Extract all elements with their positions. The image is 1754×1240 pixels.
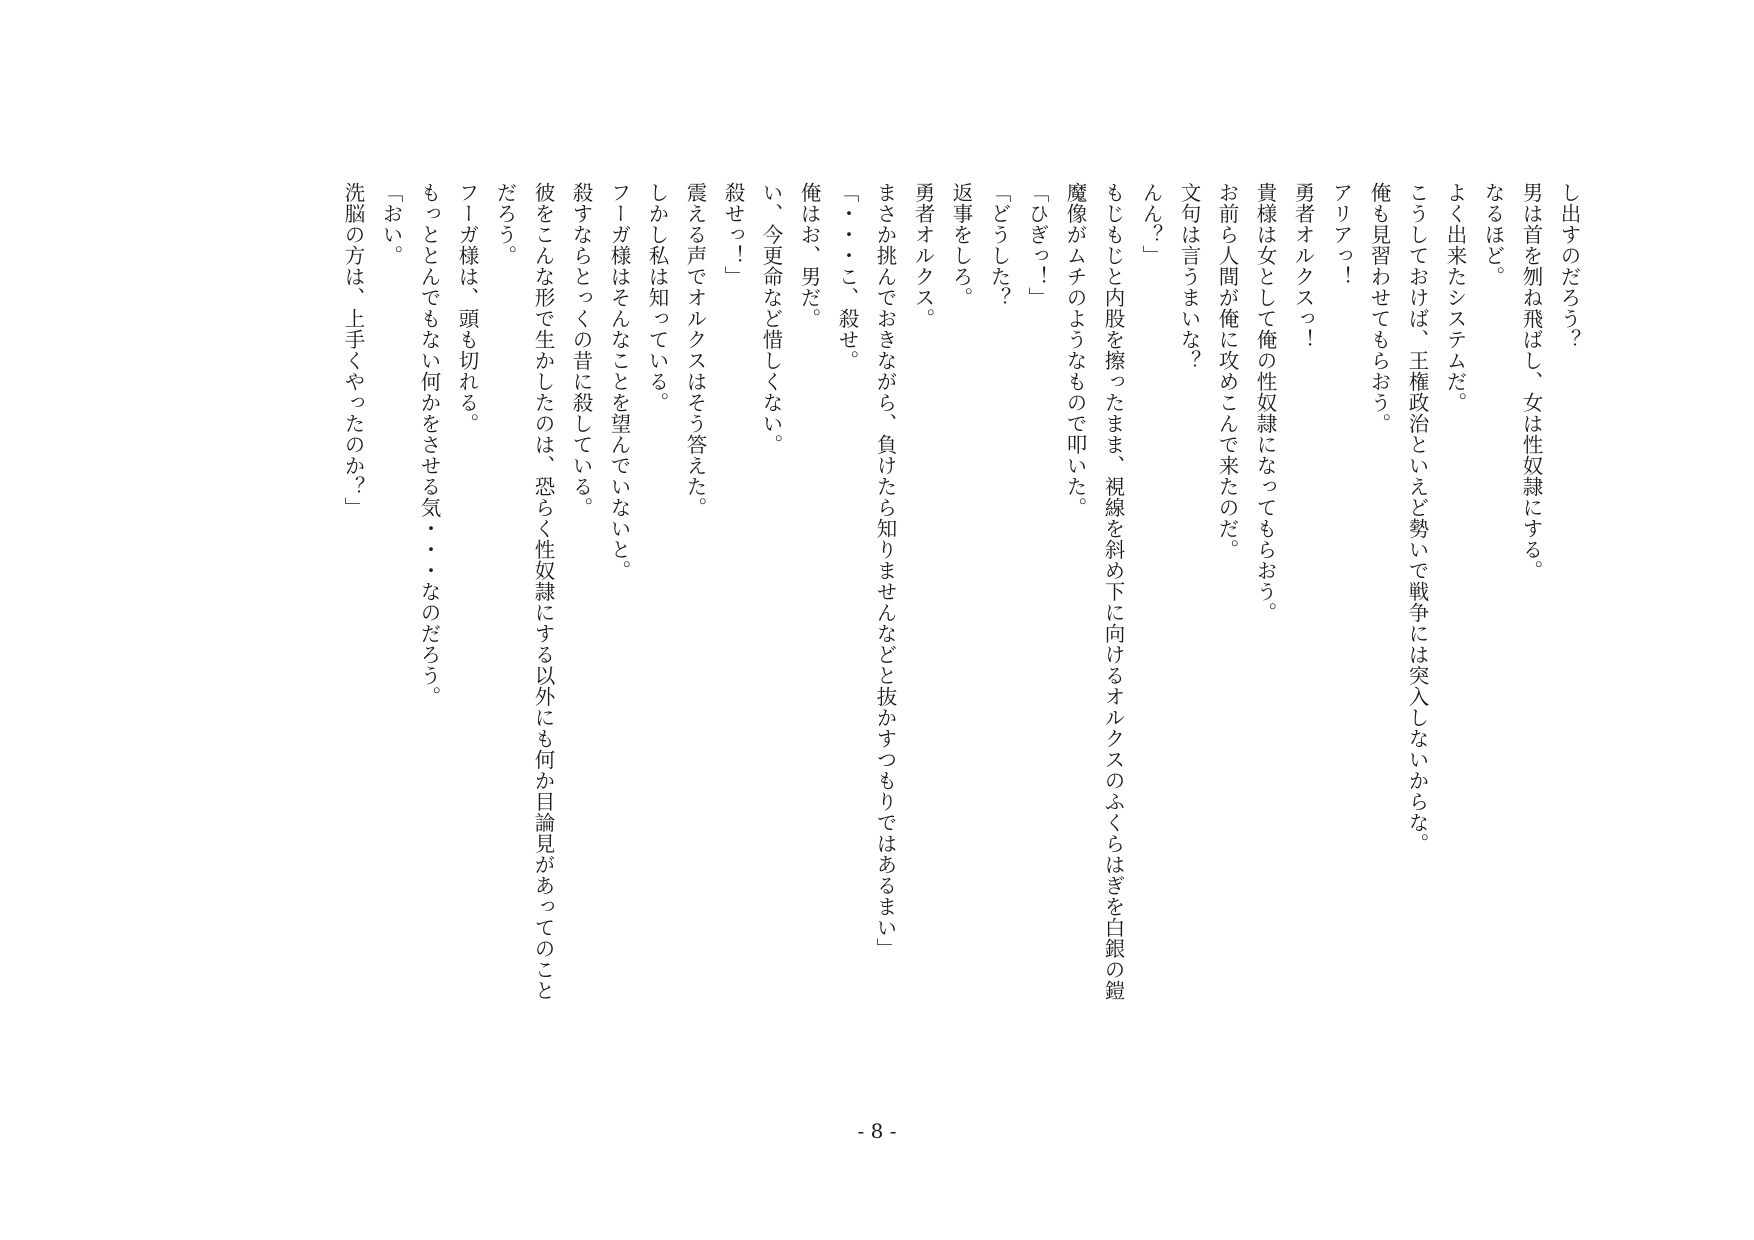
text-line: 返事をしろ。	[949, 182, 973, 308]
text-line: 俺も見習わせてもらおう。	[1367, 182, 1391, 434]
text-line: 殺すならとっくの昔に殺している。	[569, 182, 593, 518]
text-line: んん？」	[1139, 182, 1163, 266]
text-line: こうしておけば、王権政治といえど勢いで戦争には突入しないからな。	[1405, 182, 1429, 854]
text-line: フーガ様はそんなことを望んでいないと。	[607, 182, 631, 581]
text-line: 男は首を刎ね飛ばし、女は性奴隷にする。	[1519, 182, 1543, 581]
text-line: 「どうした？	[987, 182, 1011, 308]
text-line: 勇者オルクスっ！	[1291, 182, 1315, 350]
text-line: し出すのだろう？	[1557, 182, 1581, 350]
text-line: 殺せっ！」	[721, 182, 745, 287]
text-line: しかし私は知っている。	[645, 182, 669, 413]
text-line: 文句は言うまいな？	[1177, 182, 1201, 371]
text-line: もっととんでもない何かをさせる気・・・なのだろう。	[417, 182, 441, 707]
text-line: フーガ様は、頭も切れる。	[455, 182, 479, 434]
text-line: 魔像がムチのようなもので叩いた。	[1063, 182, 1087, 518]
text-line: 震える声でオルクスはそう答えた。	[683, 182, 707, 518]
vertical-text-body	[334, 182, 1588, 1082]
text-line: だろう。	[493, 182, 517, 266]
text-line: なるほど。	[1481, 182, 1505, 287]
text-line: よく出来たシステムだ。	[1443, 182, 1467, 413]
text-line: 勇者オルクス。	[911, 182, 935, 329]
text-line: い、今更命など惜しくない。	[759, 182, 783, 455]
text-line: 俺はお、男だ。	[797, 182, 821, 329]
text-line: 貴様は女として俺の性奴隷になってもらおう。	[1253, 182, 1277, 623]
text-line: お前ら人間が俺に攻めこんで来たのだ。	[1215, 182, 1239, 560]
page-number: - 8 -	[857, 1119, 897, 1143]
text-line: アリアっ！	[1329, 182, 1353, 287]
text-line: 「・・・こ、殺せ。	[835, 182, 859, 371]
text-line: 彼をこんな形で生かしたのは、恐らく性奴隷にする以外にも何か目論見があってのこと	[531, 182, 555, 1001]
text-line: 「ひぎっ！」	[1025, 182, 1049, 308]
text-line: 「おい。	[379, 182, 403, 266]
text-line: まさか挑んでおきながら、負けたら知りませんなどと抜かすつもりではあるまい」	[873, 182, 897, 959]
text-line: 洗脳の方は、上手くやったのか？」	[341, 182, 365, 518]
text-line: もじもじと内股を擦ったまま、視線を斜め下に向けるオルクスのふくらはぎを白銀の鎧	[1101, 182, 1125, 1001]
